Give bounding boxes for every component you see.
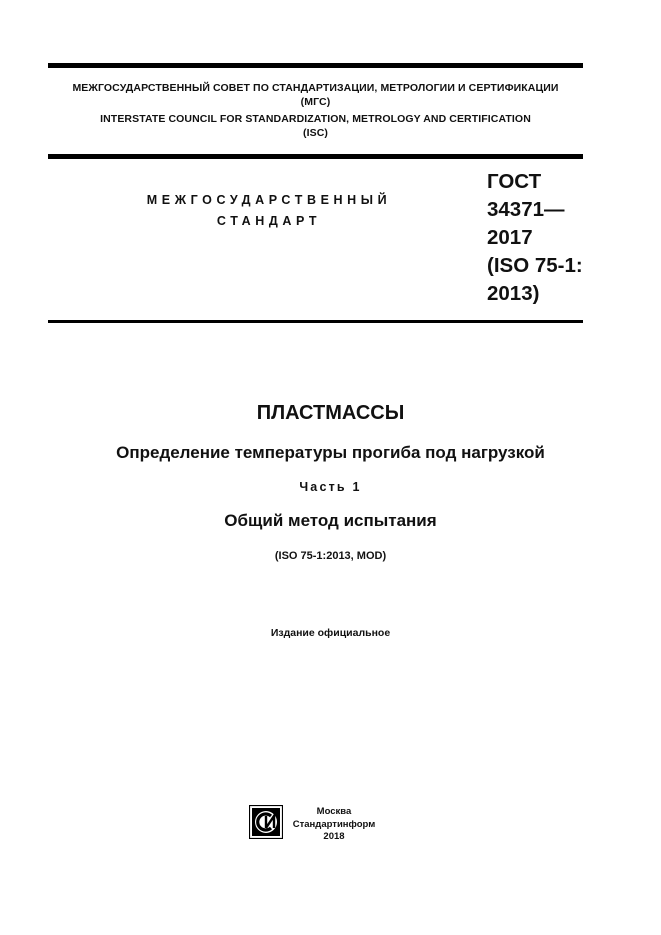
publisher-name: Стандартинформ bbox=[292, 818, 376, 830]
gost-designation-line2: 34371— bbox=[487, 198, 565, 221]
council-name-ru-line1: МЕЖГОСУДАРСТВЕННЫЙ СОВЕТ ПО СТАНДАРТИЗАЦИИ, МЕТРОЛОГИИ И СЕРТИФИКАЦИИ bbox=[72, 82, 559, 94]
council-name-en-line1: INTERSTATE COUNCIL FOR STANDARDIZATION, METROLOGY AND CERTIFICATION bbox=[100, 113, 531, 125]
document-title: ПЛАСТМАССЫ bbox=[256, 402, 405, 424]
document-subtitle: Определение температуры прогиба под нагрузкой bbox=[116, 443, 545, 462]
gost-designation-line1: ГОСТ bbox=[487, 170, 542, 193]
council-name-ru bbox=[48, 81, 583, 109]
gost-designation-line4: (ISO 75-1: bbox=[487, 254, 583, 277]
gost-designation-line3: 2017 bbox=[487, 226, 533, 249]
publisher-city: Москва bbox=[316, 806, 352, 817]
council-abbrev-en: (ISC) bbox=[303, 127, 328, 139]
council-abbrev-ru: (МГС) bbox=[300, 96, 331, 108]
council-name-en bbox=[48, 112, 583, 140]
gost-designation-line5: 2013) bbox=[487, 282, 540, 305]
part-label: Часть 1 bbox=[299, 480, 362, 494]
method-title: Общий метод испытания bbox=[224, 511, 437, 530]
gost-designation bbox=[487, 168, 587, 308]
standard-kind bbox=[135, 190, 403, 232]
lower-rule bbox=[48, 320, 583, 323]
top-rule bbox=[48, 63, 583, 68]
edition-label: Издание официальное bbox=[270, 627, 391, 639]
publisher-year: 2018 bbox=[323, 831, 345, 842]
standartinform-logo-icon bbox=[249, 805, 283, 839]
publisher-info bbox=[292, 806, 376, 844]
middle-rule bbox=[48, 154, 583, 159]
iso-reference: (ISO 75-1:2013, MOD) bbox=[274, 550, 387, 562]
standard-kind-line1: МЕЖГОСУДАРСТВЕННЫЙ bbox=[146, 193, 392, 207]
standard-kind-line2: СТАНДАРТ bbox=[216, 214, 322, 228]
